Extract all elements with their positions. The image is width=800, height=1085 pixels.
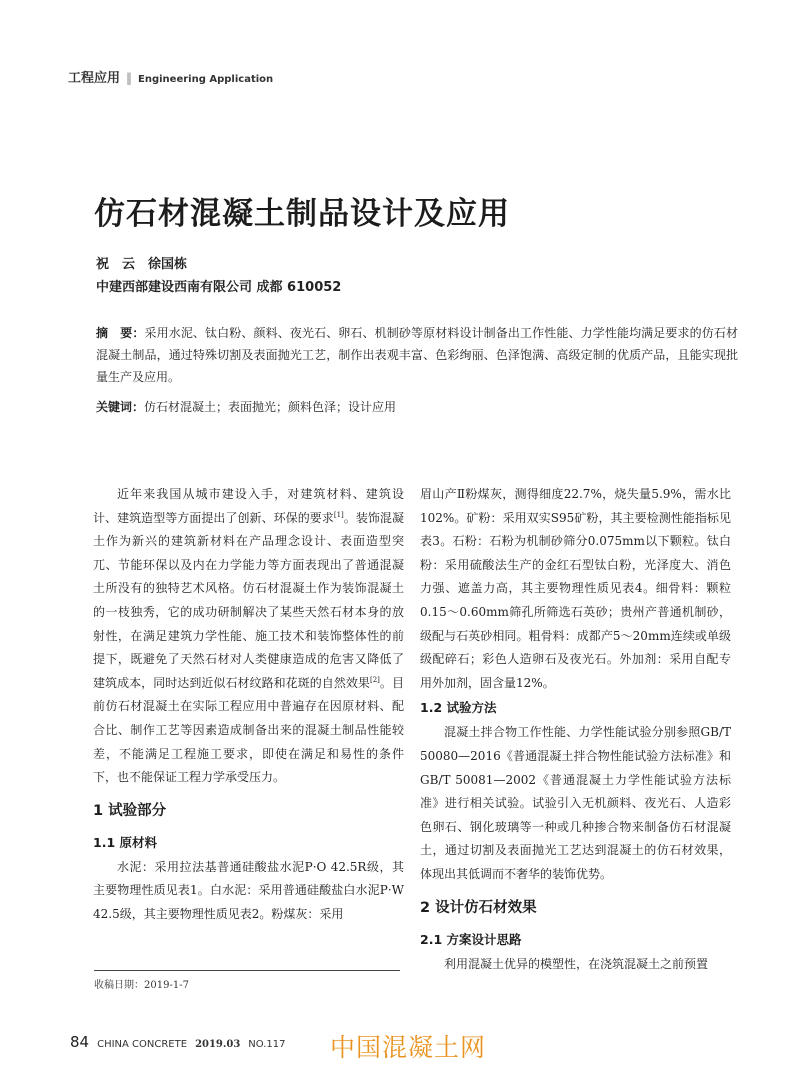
intro-paragraph xyxy=(93,483,404,790)
issue-date: 2019.03 xyxy=(195,1039,241,1050)
left-column xyxy=(93,483,404,927)
heading-section-2: 2 设计仿石材效果 xyxy=(420,899,537,916)
keywords xyxy=(96,398,738,416)
watermark: 中国混凝土网 xyxy=(330,1033,487,1062)
footnote-divider xyxy=(94,970,400,971)
section-separator: ‖ xyxy=(126,71,133,85)
heading-section-2-1: 2.1 方案设计思路 xyxy=(420,931,522,947)
keywords-text: 仿石材混凝土；表面抛光；颜料色泽；设计应用 xyxy=(144,400,397,414)
abstract-text: 采用水泥、钛白粉、颜料、夜光石、卵石、机制砂等原材料设计制备出工作性能、力学性能均满足要求的仿石材混凝土制品，通过特殊切割及表面抛光工艺，制作出表观丰富、色彩绚丽、色泽饱满、高级定制的优质产品，且能实现批量生产及应用。 xyxy=(96,326,738,384)
heading-section-1-1: 1.1 原材料 xyxy=(93,834,157,850)
intro-text-1: 近年来我国从城市建设入手，对建筑材料、建筑设计、建筑造型等方面提出了创新、环保的要求 xyxy=(93,487,404,525)
journal-name: CHINA CONCRETE xyxy=(97,1039,188,1050)
design-paragraph: 利用混凝土优异的模塑性，在浇筑混凝土之前预置 xyxy=(444,956,709,971)
issue-number: NO.117 xyxy=(248,1039,286,1050)
page-footer xyxy=(70,1033,286,1051)
section-label-zh: 工程应用 xyxy=(68,71,121,86)
methods-paragraph: 混凝土拌合物工作性能、力学性能试验分别参照GB/T 50080—2016《普通混凝土拌合物性能试验方法标准》和GB/T 50081—2002《普通混凝土力学性能试验方法标准》进行相关试验。试验引入无机颜料、夜光石、人造彩色卵石、钢化玻璃等一种或几种掺合物来制备仿石材混凝土，通过切割及表面抛光工艺达到混凝土的仿石材效果，体现出其低调而不奢华的装饰优势。 xyxy=(420,725,731,881)
abstract-label: 摘 要： xyxy=(96,326,145,340)
materials-paragraph: 水泥：采用拉法基普通硅酸盐水泥P·O 42.5R级，其主要物理性质见表1。白水泥：采用普通硅酸盐白水泥P·W 42.5级，其主要物理性质见表2。粉煤灰：采用 xyxy=(93,859,404,921)
intro-text-2: 。装饰混凝土作为新兴的建筑新材料在产品理念设计、表面造型突兀、节能环保以及内在力学能力等方面表现出了普通混凝土所没有的独特艺术风格。仿石材混凝土作为装饰混凝土的一枝独秀，它的成功研制解决了某些天然石材本身的放射性，在满足建筑力学性能、施工技术和装饰整体性的前提下，既避免了天然石材对人类健康造成的危害又降低了建筑成本，同时达到近似石材纹路和花斑的自然效果 xyxy=(93,510,404,690)
section-label-en: Engineering Application xyxy=(138,74,274,85)
citation-1[interactable]: [1] xyxy=(333,510,344,519)
heading-section-1: 1 试验部分 xyxy=(93,802,167,819)
received-date-footnote: 收稿日期：2019-1-7 xyxy=(94,980,189,991)
page-number: 84 xyxy=(70,1033,90,1051)
intro-text-3: 。目前仿石材混凝土在实际工程应用中普遍存在因原材料、配合比、制作工艺等因素造成制备出来的混凝土制品性能较差，不能满足工程施工要求，即使在满足和易性的条件下，也不能保证工程力学承受压力。 xyxy=(93,675,404,785)
section-label xyxy=(68,67,273,86)
heading-section-1-2: 1.2 试验方法 xyxy=(420,700,497,716)
article-affiliation: 中建西部建设西南有限公司 成都 610052 xyxy=(96,280,342,295)
materials-paragraph-continued: 眉山产Ⅱ粉煤灰，测得细度22.7%，烧失量5.9%，需水比102%。矿粉：采用双实S95矿粉，其主要检测性能指标见表3。石粉：石粉为机制砂筛分0.075mm以下颗粒。钛白粉：采用硫酸法生产的金红石型钛白粉，光泽度大、消色力强、遮盖力高，其主要物理性质见表4。细骨料：颗粒0.15～0.60mm筛孔所筛选石英砂；贵州产普通机制砂，级配与石英砂相同。粗骨料：成都产5～20mm连续或单级级配碎石；彩色人造卵石及夜光石。外加剂：采用自配专用外加剂，固含量12%。 xyxy=(420,487,731,690)
article-title: 仿石材混凝土制品设计及应用 xyxy=(94,196,510,232)
citation-2[interactable]: [2] xyxy=(369,675,380,684)
keywords-label: 关键词： xyxy=(96,400,145,414)
article-authors: 祝 云 徐国栋 xyxy=(96,257,188,272)
right-column xyxy=(420,483,731,976)
abstract xyxy=(96,322,738,388)
